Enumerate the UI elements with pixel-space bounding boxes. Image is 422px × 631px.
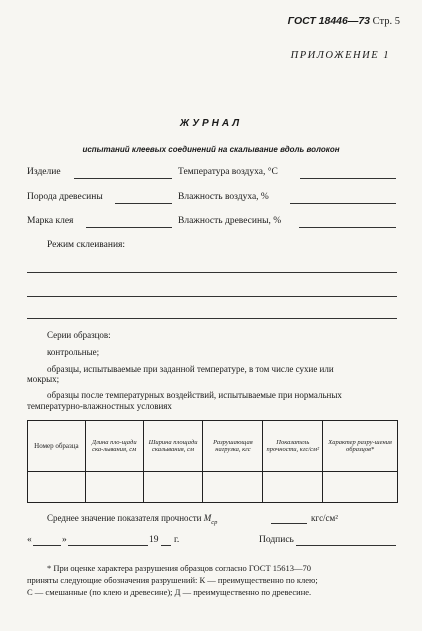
glue-brand-line: [86, 227, 172, 228]
day-line: [33, 545, 61, 546]
gluing-mode-line-2: [27, 296, 397, 297]
month-line: [68, 545, 148, 546]
air-humidity-label: Влажность воздуха, %: [178, 192, 269, 202]
table-header-cell: Характер разру-шения образцов*: [323, 421, 398, 472]
mean-unit: кгс/см²: [311, 513, 338, 523]
date-quote-close: »: [62, 535, 67, 545]
mean-subscript: ср: [211, 518, 218, 526]
series-tested-line1: образцы, испытываемые при заданной температуре, в том числе сухие или: [47, 364, 334, 374]
signature-line: [296, 545, 396, 546]
table-cell: [28, 472, 86, 503]
journal-subtitle: испытаний клеевых соединений на скалывание вдоль волокон: [82, 145, 340, 154]
date-year: 19: [149, 535, 159, 545]
mean-strength-label: [47, 513, 217, 526]
gluing-mode-line-3: [27, 318, 397, 319]
table-header-cell: Показатель прочности, кгс/см²: [263, 421, 323, 472]
table-header-row: [28, 421, 398, 472]
journal-title: ЖУРНАЛ: [179, 118, 243, 129]
series-after-line2: температурно-влажностных условиях: [27, 401, 172, 411]
table-cell: [143, 472, 203, 503]
series-tested-line2: мокрых;: [27, 374, 60, 384]
footnote-line1: * При оценке характера разрушения образцов согласно ГОСТ 15613—70: [47, 563, 312, 573]
table-cell: [85, 472, 143, 503]
standard-number: ГОСТ 18446—73: [287, 15, 371, 27]
date-quote-open: «: [27, 535, 32, 545]
year-line: [161, 545, 171, 546]
table-header-cell: Номер образца: [28, 421, 86, 472]
series-after-line1: образцы после температурных воздействий, испытываемые при нормальных: [47, 390, 342, 400]
glue-brand-label: Марка клея: [27, 216, 74, 226]
mean-symbol: M: [203, 513, 212, 523]
series-control: контрольные;: [47, 347, 100, 357]
mean-strength-text: Среднее значение показателя прочности: [47, 513, 202, 523]
gluing-mode-label: Режим склеивания:: [47, 240, 126, 250]
appendix-label: ПРИЛОЖЕНИЕ 1: [290, 50, 390, 61]
gluing-mode-line-1: [27, 272, 397, 273]
table-row: [28, 472, 398, 503]
table-cell: [323, 472, 398, 503]
product-label: Изделие: [27, 167, 61, 177]
wood-species-label: Порода древесины: [27, 192, 103, 202]
product-line: [74, 178, 172, 179]
air-humidity-line: [290, 203, 396, 204]
table-cell: [263, 472, 323, 503]
signature-label: Подпись: [259, 535, 294, 545]
wood-humidity-line: [299, 227, 396, 228]
mean-value-line: [271, 523, 307, 524]
page-header: [288, 15, 400, 27]
date-year-suffix: г.: [174, 535, 180, 545]
air-temp-label: Температура воздуха, °С: [178, 167, 278, 177]
series-heading: Серии образцов:: [47, 330, 111, 340]
air-temp-line: [300, 178, 396, 179]
page-number: Стр. 5: [372, 16, 400, 27]
wood-species-line: [115, 203, 172, 204]
table-header-cell: Разрушающая нагрузка, кгс: [203, 421, 263, 472]
footnote-line2: приняты следующие обозначения разрушений: К — преимущественно по клею;: [27, 575, 318, 585]
journal-table: [27, 420, 398, 503]
table-header-cell: Длина пло-щади ска-лывания, см: [85, 421, 143, 472]
footnote-line3: С — смешанные (по клею и древесине); Д — преимущественно по древесине.: [27, 587, 312, 597]
wood-humidity-label: Влажность древесины, %: [178, 216, 282, 226]
table-cell: [203, 472, 263, 503]
table-header-cell: Ширина площади скалывания, см: [143, 421, 203, 472]
